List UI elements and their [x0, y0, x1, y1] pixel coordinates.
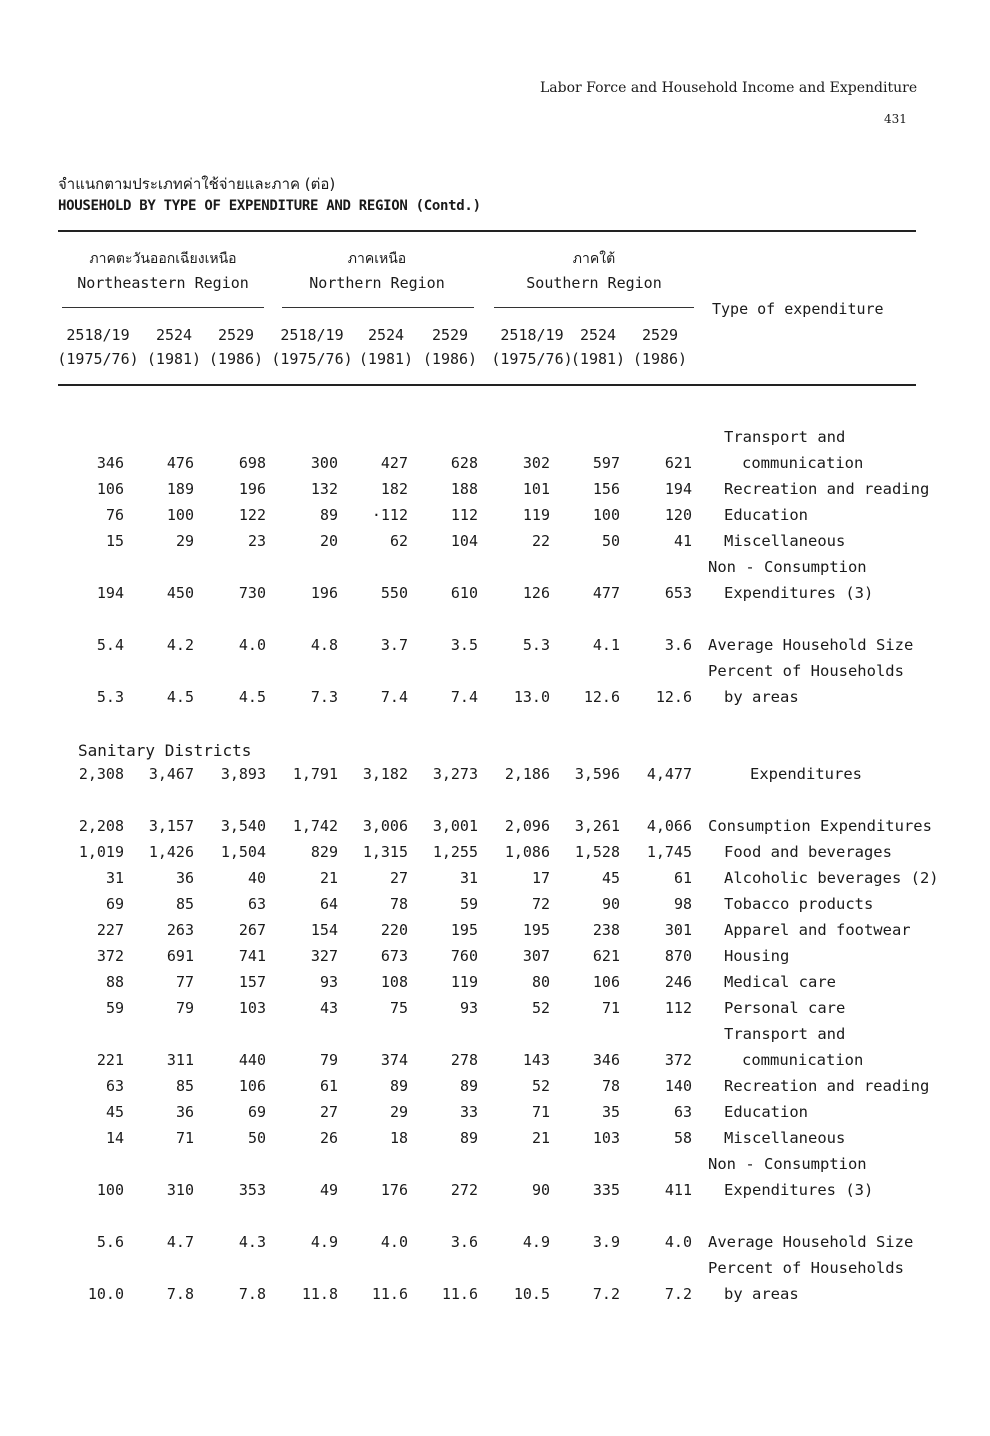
table-cell: 93: [319, 973, 338, 991]
table-cell: 89: [459, 1129, 478, 1147]
table-cell: 10.5: [513, 1285, 550, 1303]
table-cell: 40: [247, 869, 266, 887]
table-cell: 310: [166, 1181, 194, 1199]
table-cell: 3.9: [592, 1233, 620, 1251]
table-cell: 26: [319, 1129, 338, 1147]
table-cell: 140: [664, 1077, 692, 1095]
row-label: by areas: [724, 688, 799, 706]
table-cell: 1,086: [504, 843, 550, 861]
table-cell: 63: [673, 1103, 692, 1121]
table-title-english: HOUSEHOLD BY TYPE OF EXPENDITURE AND REGION (Contd.): [58, 198, 481, 214]
table-cell: 45: [105, 1103, 124, 1121]
table-cell: 450: [166, 584, 194, 602]
table-cell: 267: [238, 921, 266, 939]
table-cell: 12.6: [583, 688, 620, 706]
table-cell: 3.6: [450, 1233, 478, 1251]
table-cell: 90: [531, 1181, 550, 1199]
table-cell: 69: [105, 895, 124, 913]
year-ad-header: (1975/76): [57, 350, 139, 368]
table-cell: 4.8: [310, 636, 338, 654]
table-cell: 154: [310, 921, 338, 939]
table-cell: 272: [450, 1181, 478, 1199]
year-header: 2518/19: [500, 326, 564, 344]
table-cell: 103: [238, 999, 266, 1017]
table-cell: 3,006: [362, 817, 408, 835]
table-cell: 78: [601, 1077, 620, 1095]
table-cell: 27: [319, 1103, 338, 1121]
header-top-rule: [58, 230, 916, 232]
table-cell: 673: [380, 947, 408, 965]
table-cell: 1,504: [220, 843, 266, 861]
table-cell: 427: [380, 454, 408, 472]
table-cell: 194: [96, 584, 124, 602]
row-label: Expenditures (3): [724, 1181, 874, 1199]
table-cell: 189: [166, 480, 194, 498]
table-cell: 346: [592, 1051, 620, 1069]
table-cell: 2,208: [78, 817, 124, 835]
row-label: Alcoholic beverages (2): [724, 869, 939, 887]
year-header: 2524: [367, 326, 405, 344]
table-cell: 5.3: [522, 636, 550, 654]
table-cell: 20: [319, 532, 338, 550]
table-cell: 196: [238, 480, 266, 498]
north-sub-rule: [282, 307, 474, 308]
table-cell: 653: [664, 584, 692, 602]
table-cell: 4.2: [166, 636, 194, 654]
table-cell: 3,467: [148, 765, 194, 783]
table-cell: 346: [96, 454, 124, 472]
table-cell: 372: [664, 1051, 692, 1069]
row-label: Education: [724, 506, 808, 524]
table-cell: 88: [105, 973, 124, 991]
page-number: 431: [884, 112, 907, 126]
table-cell: 41: [673, 532, 692, 550]
table-cell: 188: [450, 480, 478, 498]
table-cell: 221: [96, 1051, 124, 1069]
table-cell: 29: [389, 1103, 408, 1121]
table-cell: 119: [522, 506, 550, 524]
row-label: Miscellaneous: [724, 532, 846, 550]
table-cell: 698: [238, 454, 266, 472]
table-cell: 1,426: [148, 843, 194, 861]
year-header: 2518/19: [66, 326, 130, 344]
table-cell: 31: [105, 869, 124, 887]
table-cell: 829: [310, 843, 338, 861]
table-cell: 353: [238, 1181, 266, 1199]
table-cell: 63: [247, 895, 266, 913]
table-cell: 79: [319, 1051, 338, 1069]
table-cell: ·112: [371, 506, 408, 524]
table-cell: 4.5: [238, 688, 266, 706]
table-cell: 4,066: [646, 817, 692, 835]
table-cell: 550: [380, 584, 408, 602]
table-cell: 597: [592, 454, 620, 472]
table-cell: 4.5: [166, 688, 194, 706]
table-cell: 335: [592, 1181, 620, 1199]
row-label: Expenditures (3): [724, 584, 874, 602]
table-cell: 43: [319, 999, 338, 1017]
table-cell: 11.6: [371, 1285, 408, 1303]
table-cell: 4.0: [238, 636, 266, 654]
table-cell: 100: [96, 1181, 124, 1199]
row-label: Expenditures: [750, 765, 862, 783]
table-cell: 119: [450, 973, 478, 991]
year-ad-header: (1981): [570, 350, 626, 368]
table-cell: 372: [96, 947, 124, 965]
table-cell: 7.4: [450, 688, 478, 706]
table-cell: 64: [319, 895, 338, 913]
table-cell: 870: [664, 947, 692, 965]
table-cell: 59: [459, 895, 478, 913]
table-cell: 126: [522, 584, 550, 602]
table-cell: 4.7: [166, 1233, 194, 1251]
row-label: Food and beverages: [724, 843, 892, 861]
table-cell: 227: [96, 921, 124, 939]
table-cell: 13.0: [513, 688, 550, 706]
table-cell: 411: [664, 1181, 692, 1199]
table-cell: 2,186: [504, 765, 550, 783]
table-cell: 7.2: [664, 1285, 692, 1303]
table-cell: 31: [459, 869, 478, 887]
table-cell: 58: [673, 1129, 692, 1147]
table-cell: 476: [166, 454, 194, 472]
table-cell: 176: [380, 1181, 408, 1199]
region-south-english: Southern Region: [526, 274, 662, 292]
table-cell: 100: [166, 506, 194, 524]
table-cell: 7.8: [238, 1285, 266, 1303]
region-northeast-thai: ภาคตะวันออกเฉียงเหนือ: [89, 251, 237, 267]
year-ad-header: (1986): [632, 350, 688, 368]
row-label: Recreation and reading: [724, 1077, 930, 1095]
table-cell: 132: [310, 480, 338, 498]
table-cell: 311: [166, 1051, 194, 1069]
table-cell: 4.0: [664, 1233, 692, 1251]
row-label: Non - Consumption: [708, 1155, 867, 1173]
table-cell: 1,745: [646, 843, 692, 861]
table-cell: 79: [175, 999, 194, 1017]
table-cell: 108: [380, 973, 408, 991]
row-label: Medical care: [724, 973, 836, 991]
table-cell: 301: [664, 921, 692, 939]
table-cell: 1,019: [78, 843, 124, 861]
table-cell: 27: [389, 869, 408, 887]
table-cell: 628: [450, 454, 478, 472]
table-cell: 36: [175, 1103, 194, 1121]
region-north-english: Northern Region: [309, 274, 445, 292]
table-cell: 143: [522, 1051, 550, 1069]
row-label: by areas: [724, 1285, 799, 1303]
table-cell: 302: [522, 454, 550, 472]
table-cell: 75: [389, 999, 408, 1017]
table-cell: 4.9: [522, 1233, 550, 1251]
table-cell: 3,273: [432, 765, 478, 783]
table-cell: 3,596: [574, 765, 620, 783]
table-cell: 7.4: [380, 688, 408, 706]
table-cell: 100: [592, 506, 620, 524]
table-cell: 3,261: [574, 817, 620, 835]
table-cell: 77: [175, 973, 194, 991]
table-cell: 69: [247, 1103, 266, 1121]
table-cell: 45: [601, 869, 620, 887]
table-cell: 182: [380, 480, 408, 498]
table-cell: 52: [531, 1077, 550, 1095]
table-cell: 12.6: [655, 688, 692, 706]
table-cell: 194: [664, 480, 692, 498]
table-cell: 14: [105, 1129, 124, 1147]
region-northeast-english: Northeastern Region: [77, 274, 249, 292]
table-cell: 621: [664, 454, 692, 472]
table-cell: 62: [389, 532, 408, 550]
year-ad-header: (1975/76): [271, 350, 353, 368]
table-cell: 307: [522, 947, 550, 965]
row-label: Housing: [724, 947, 790, 965]
table-cell: 21: [319, 869, 338, 887]
table-cell: 93: [459, 999, 478, 1017]
year-ad-header: (1986): [208, 350, 264, 368]
table-cell: 263: [166, 921, 194, 939]
table-cell: 7.2: [592, 1285, 620, 1303]
header-bottom-rule: [58, 384, 916, 386]
table-cell: 5.6: [96, 1233, 124, 1251]
table-cell: 71: [531, 1103, 550, 1121]
table-cell: 327: [310, 947, 338, 965]
table-cell: 3,540: [220, 817, 266, 835]
table-cell: 7.3: [310, 688, 338, 706]
row-label: Consumption Expenditures: [708, 817, 932, 835]
table-cell: 7.8: [166, 1285, 194, 1303]
table-cell: 691: [166, 947, 194, 965]
table-cell: 3,182: [362, 765, 408, 783]
table-cell: 156: [592, 480, 620, 498]
row-label: Percent of Households: [708, 1259, 904, 1277]
table-cell: 477: [592, 584, 620, 602]
table-cell: 220: [380, 921, 408, 939]
table-cell: 120: [664, 506, 692, 524]
year-ad-header: (1981): [146, 350, 202, 368]
table-cell: 278: [450, 1051, 478, 1069]
table-cell: 21: [531, 1129, 550, 1147]
table-cell: 71: [601, 999, 620, 1017]
row-label: Miscellaneous: [724, 1129, 846, 1147]
year-ad-header: (1986): [422, 350, 478, 368]
year-header: 2524: [155, 326, 193, 344]
row-label: Transport and: [724, 428, 846, 446]
row-label: Percent of Households: [708, 662, 904, 680]
table-cell: 3.5: [450, 636, 478, 654]
table-cell: 52: [531, 999, 550, 1017]
table-cell: 80: [531, 973, 550, 991]
table-cell: 63: [105, 1077, 124, 1095]
table-cell: 36: [175, 869, 194, 887]
table-cell: 374: [380, 1051, 408, 1069]
table-cell: 29: [175, 532, 194, 550]
table-cell: 89: [319, 506, 338, 524]
row-label: Education: [724, 1103, 808, 1121]
table-cell: 3.6: [664, 636, 692, 654]
table-cell: 760: [450, 947, 478, 965]
year-header: 2529: [431, 326, 469, 344]
table-cell: 17: [531, 869, 550, 887]
table-cell: 3,893: [220, 765, 266, 783]
table-cell: 1,255: [432, 843, 478, 861]
northeast-sub-rule: [62, 307, 264, 308]
table-cell: 3,157: [148, 817, 194, 835]
year-header: 2529: [641, 326, 679, 344]
type-of-expenditure-header: Type of expenditure: [712, 300, 884, 318]
row-label: Average Household Size: [708, 1233, 914, 1251]
year-header: 2524: [579, 326, 617, 344]
table-cell: 112: [664, 999, 692, 1017]
south-sub-rule: [494, 307, 694, 308]
table-cell: 23: [247, 532, 266, 550]
table-cell: 196: [310, 584, 338, 602]
section-sanitary-districts: Sanitary Districts: [78, 741, 252, 760]
table-cell: 15: [105, 532, 124, 550]
region-south-thai: ภาคใต้: [572, 251, 616, 267]
row-label: Recreation and reading: [724, 480, 930, 498]
table-cell: 300: [310, 454, 338, 472]
table-cell: 1,791: [292, 765, 338, 783]
table-cell: 35: [601, 1103, 620, 1121]
table-cell: 104: [450, 532, 478, 550]
table-cell: 61: [673, 869, 692, 887]
table-cell: 122: [238, 506, 266, 524]
table-cell: 106: [96, 480, 124, 498]
table-cell: 112: [450, 506, 478, 524]
table-cell: 71: [175, 1129, 194, 1147]
row-label: Average Household Size: [708, 636, 914, 654]
table-cell: 89: [389, 1077, 408, 1095]
row-label: Apparel and footwear: [724, 921, 911, 939]
year-header: 2518/19: [280, 326, 344, 344]
year-ad-header: (1975/76): [491, 350, 573, 368]
table-cell: 89: [459, 1077, 478, 1095]
table-cell: 621: [592, 947, 620, 965]
row-label: Tobacco products: [724, 895, 874, 913]
table-cell: 4.1: [592, 636, 620, 654]
table-cell: 49: [319, 1181, 338, 1199]
table-cell: 18: [389, 1129, 408, 1147]
table-cell: 238: [592, 921, 620, 939]
table-cell: 22: [531, 532, 550, 550]
row-label: Non - Consumption: [708, 558, 867, 576]
table-cell: 76: [105, 506, 124, 524]
table-cell: 4.0: [380, 1233, 408, 1251]
table-cell: 59: [105, 999, 124, 1017]
table-cell: 730: [238, 584, 266, 602]
table-cell: 440: [238, 1051, 266, 1069]
region-north-thai: ภาคเหนือ: [347, 251, 407, 267]
table-cell: 610: [450, 584, 478, 602]
table-cell: 85: [175, 1077, 194, 1095]
year-ad-header: (1981): [358, 350, 414, 368]
table-cell: 50: [247, 1129, 266, 1147]
table-cell: 11.6: [441, 1285, 478, 1303]
table-cell: 5.4: [96, 636, 124, 654]
row-label: communication: [742, 454, 864, 472]
table-cell: 85: [175, 895, 194, 913]
row-label: Transport and: [724, 1025, 846, 1043]
table-title-thai: จำแนกตามประเภทค่าใช้จ่ายและภาค (ต่อ): [58, 175, 336, 193]
table-cell: 11.8: [301, 1285, 338, 1303]
table-cell: 61: [319, 1077, 338, 1095]
table-cell: 741: [238, 947, 266, 965]
table-cell: 50: [601, 532, 620, 550]
table-cell: 3,001: [432, 817, 478, 835]
table-cell: 106: [592, 973, 620, 991]
table-cell: 3.7: [380, 636, 408, 654]
table-cell: 195: [450, 921, 478, 939]
table-cell: 4,477: [646, 765, 692, 783]
table-cell: 5.3: [96, 688, 124, 706]
table-cell: 246: [664, 973, 692, 991]
table-cell: 90: [601, 895, 620, 913]
row-label: communication: [742, 1051, 864, 1069]
table-cell: 2,096: [504, 817, 550, 835]
table-cell: 103: [592, 1129, 620, 1147]
table-cell: 78: [389, 895, 408, 913]
table-cell: 10.0: [87, 1285, 124, 1303]
table-cell: 157: [238, 973, 266, 991]
running-head: Labor Force and Household Income and Expenditure: [540, 80, 918, 96]
table-cell: 98: [673, 895, 692, 913]
table-cell: 4.9: [310, 1233, 338, 1251]
table-cell: 1,742: [292, 817, 338, 835]
table-cell: 33: [459, 1103, 478, 1121]
table-cell: 1,315: [362, 843, 408, 861]
table-cell: 72: [531, 895, 550, 913]
table-cell: 195: [522, 921, 550, 939]
row-label: Personal care: [724, 999, 846, 1017]
year-header: 2529: [217, 326, 255, 344]
table-cell: 2,308: [78, 765, 124, 783]
table-cell: 4.3: [238, 1233, 266, 1251]
table-cell: 106: [238, 1077, 266, 1095]
table-cell: 101: [522, 480, 550, 498]
table-cell: 1,528: [574, 843, 620, 861]
